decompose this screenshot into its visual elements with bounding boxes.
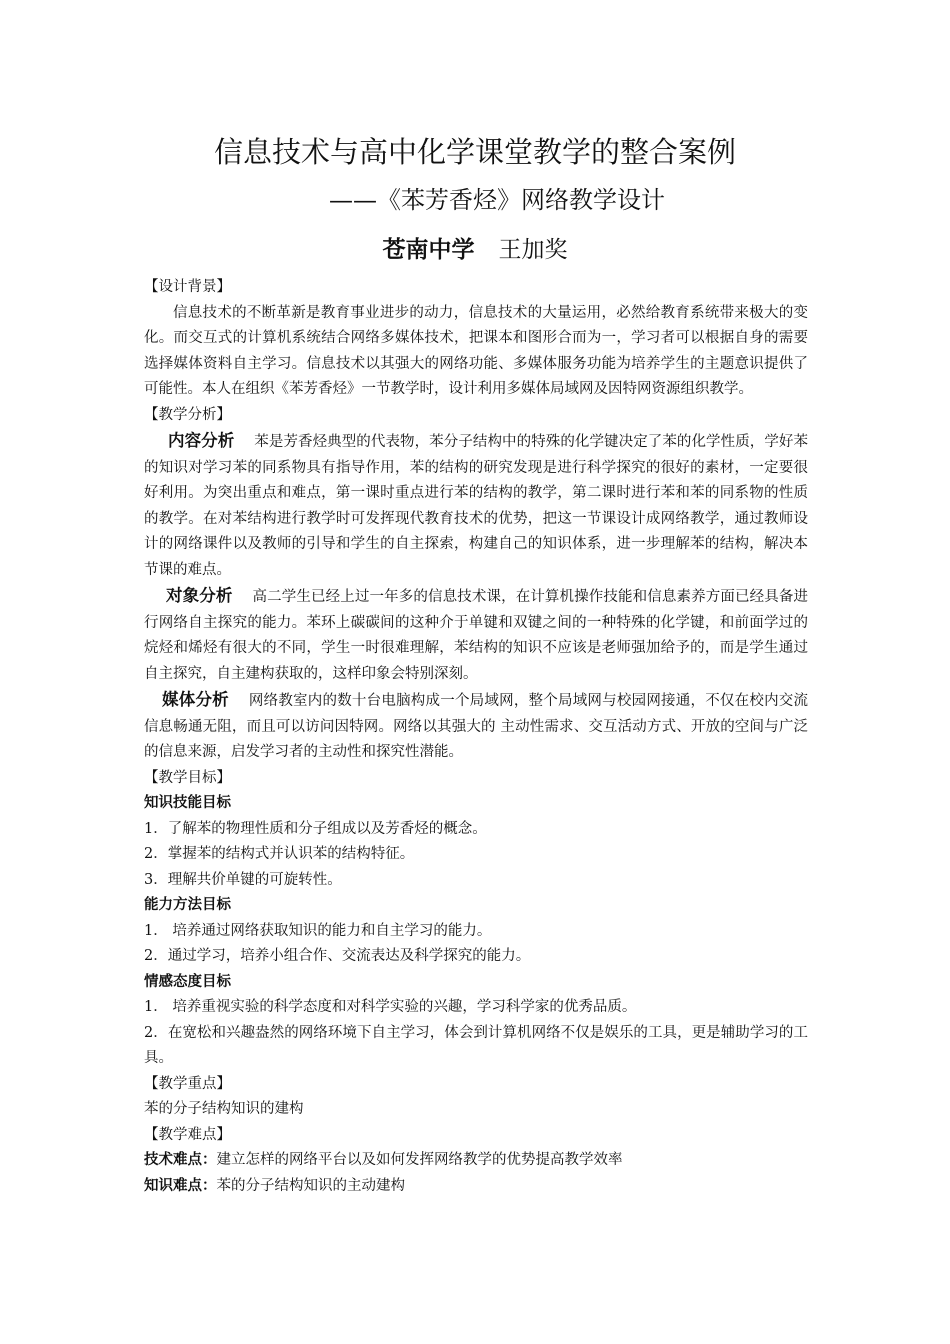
knowledge-difficulty-text: 苯的分子结构知识的主动建构 [216, 1177, 405, 1194]
object-analysis-text: 高二学生已经上过一年多的信息技术课，在计算机操作技能和信息素养方面已经具备进行网络自主探究的能力。苯环上碳碳间的这种介于单键和双键之间的一种特殊的化学键，和前面学过的烷烃和烯烃有很大的不同，学生一时很难理解，苯结构的知识不应该是老师强加给予的，而是学生通过自主探究，自主建构获取的，这样印象会特别深刻。 [144, 589, 809, 682]
tech-difficulty-text: 建立怎样的网络平台以及如何发挥网络教学的优势提高教学效率 [216, 1152, 623, 1168]
media-analysis-paragraph [144, 687, 808, 766]
section-header-difficulty: 【教学难点】 [144, 1126, 231, 1143]
knowledge-goal-item: 1．了解苯的物理性质和分子组成以及芳香烃的概念。 [144, 820, 487, 837]
knowledge-difficulty-label: 知识难点： [144, 1177, 217, 1194]
knowledge-difficulty-line [144, 1174, 808, 1200]
focus-text: 苯的分子结构知识的建构 [144, 1101, 304, 1117]
knowledge-goal-item: 3．理解共价单键的可旋转性。 [144, 871, 342, 888]
document-body [144, 275, 808, 1199]
section-header-background: 【设计背景】 [144, 279, 231, 295]
section-header-goals: 【教学目标】 [144, 769, 231, 786]
media-analysis-text: 网络教室内的数十台电脑构成一个局域网，整个局域网与校园网接通，不仅在校内交流信息畅通无阻，而且可以访问因特网。网络以其强大的 主动性需求、交互活动方式、开放的空间与广泛的信息来源，启发学习者的主动性和探究性潜能。 [144, 693, 809, 760]
knowledge-goal-item: 2．掌握苯的结构式并认识苯的结构特征。 [144, 846, 415, 862]
media-analysis-label: 媒体分析 [162, 690, 229, 709]
ability-goals-label: 能力方法目标 [144, 897, 231, 913]
object-analysis-label: 对象分析 [166, 586, 233, 605]
ability-goal-item: 2．通过学习，培养小组合作、交流表达及科学探究的能力。 [144, 948, 531, 964]
section-header-focus: 【教学重点】 [144, 1075, 231, 1092]
author-name: 王加奖 [498, 237, 568, 263]
content-analysis-label: 内容分析 [168, 431, 235, 450]
document-subtitle: ——《苯芳香烃》网络教学设计 [329, 186, 665, 214]
content-analysis-paragraph [144, 428, 808, 583]
emotion-goals-label: 情感态度目标 [144, 973, 231, 990]
object-analysis-paragraph [144, 583, 808, 687]
ability-goal-item: 1． 培养通过网络获取知识的能力和自主学习的能力。 [144, 922, 492, 939]
author-line [0, 233, 950, 267]
tech-difficulty-line [144, 1148, 808, 1174]
tech-difficulty-label: 技术难点： [144, 1152, 217, 1168]
knowledge-goals-label: 知识技能目标 [144, 795, 231, 811]
content-analysis-text: 苯是芳香烃典型的代表物，苯分子结构中的特殊的化学键决定了苯的化学性质，学好苯的知识对学习苯的同系物具有指导作用，苯的结构的研究发现是进行科学探究的很好的素材，一定要很好利用。为突出重点和难点，第一课时重点进行苯的结构的教学，第二课时进行苯和苯的同系物的性质的教学。在对苯结构进行教学时可发挥现代教育技术的优势，把这一节课设计成网络教学，通过教师设计的网络课件以及教师的引导和学生的自主探索，构建自己的知识体系，进一步理解苯的结构，解决本节课的难点。 [144, 434, 809, 578]
document-title: 信息技术与高中化学课堂教学的整合案例 [213, 135, 736, 169]
emotion-goal-item: 2．在宽松和兴趣盎然的网络环境下自主学习，体会到计算机网络不仅是娱乐的工具，更是辅助学习的工具。 [144, 1024, 808, 1066]
section-header-analysis: 【教学分析】 [144, 406, 231, 423]
background-paragraph: 信息技术的不断革新是教育事业进步的动力，信息技术的大量运用，必然给教育系统带来极大的变化。而交互式的计算机系统结合网络多媒体技术，把课本和图形合而为一，学习者可以根据自身的需要选择媒体资料自主学习。信息技术以其强大的网络功能、多媒体服务功能为培养学生的主题意识提供了可能性。本人在组织《苯芳香烃》一节教学时，设计利用多媒体局域网及因特网资源组织教学。 [144, 304, 808, 397]
emotion-goal-item: 1． 培养重视实验的科学态度和对科学实验的兴趣，学习科学家的优秀品质。 [144, 999, 637, 1015]
school-name: 苍南中学 [382, 237, 475, 263]
